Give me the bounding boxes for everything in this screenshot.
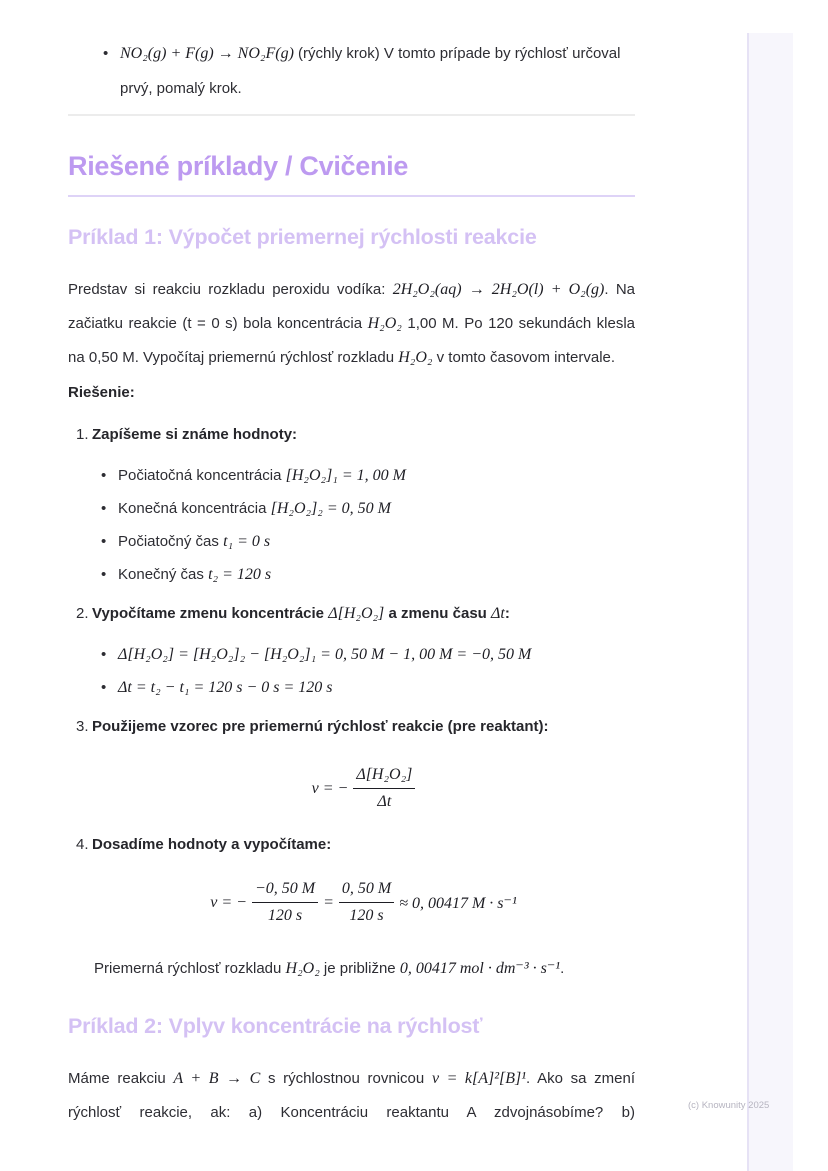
average-rate-formula <box>92 761 635 816</box>
example2-title: Príklad 2: Vplyv koncentrácie na rýchlosť <box>68 1014 483 1038</box>
text-segment: Konečný čas <box>118 566 209 583</box>
math-segment: H₂O₂ <box>367 315 402 332</box>
text-segment: v tomto časovom intervale. <box>432 349 616 366</box>
example1-title: Príklad 1: Výpočet priemernej rýchlosti reakcie <box>68 225 537 249</box>
text-segment: . Ako sa zmení rýchlosť reakcie, ak: a) Koncentráciu reaktantu A zdvojnásobíme? b) <box>68 1070 636 1121</box>
math-segment: NO₂(g) + F(g) → NO₂F(g) <box>120 45 294 62</box>
list-item <box>103 532 635 552</box>
bold-segment: Dosadíme hodnoty a vypočítame: <box>92 836 332 853</box>
math-segment: H₂O₂ <box>398 349 433 366</box>
step-title <box>92 835 635 855</box>
text-segment: . Na začiatku reakcie (t = 0 s) bola koncentrácia <box>68 281 636 332</box>
solution-step-1 <box>68 425 635 585</box>
bold-segment: a zmenu času <box>384 605 491 622</box>
list-item <box>103 678 635 698</box>
computed-rate-formula <box>92 875 635 930</box>
math-segment: 2H₂O₂(aq) → 2H₂O(l) + O₂(g) <box>392 281 605 298</box>
fraction-denominator: 120 s <box>349 907 384 924</box>
formula-lhs: v = − <box>311 779 349 797</box>
list-item <box>103 645 635 665</box>
solution-steps <box>68 425 635 930</box>
text-segment: Máme reakciu <box>68 1070 174 1087</box>
footer-credit: (c) Knowunity 2025 <box>688 1100 770 1111</box>
math-segment: Δ[H₂O₂] <box>328 605 385 622</box>
math-segment: Δt = t₂ − t₁ = 120 s − 0 s = 120 s <box>118 679 333 696</box>
solution-label: Riešenie: <box>68 384 135 401</box>
divider <box>68 114 635 116</box>
list-item <box>103 565 635 585</box>
math-segment: v = k[A]²[B]¹ <box>431 1070 527 1087</box>
fraction-denominator: Δt <box>377 793 392 810</box>
bold-segment: Použijeme vzorec pre priemernú rýchlosť reakcie (pre reaktant): <box>92 718 549 735</box>
math-segment: Δt <box>491 605 505 622</box>
math-segment: [H₂O₂]₂ = 0, 50 M <box>270 500 391 517</box>
formula-lhs: v = − <box>210 893 247 911</box>
fraction <box>353 765 415 812</box>
step-number: 3. <box>76 718 89 735</box>
text-segment: Počiatočný čas <box>118 533 224 550</box>
step-title <box>92 604 635 624</box>
step2-bullet-list <box>103 645 635 698</box>
text-segment: Priemerná rýchlosť rozkladu <box>94 960 286 977</box>
list-item <box>103 499 635 519</box>
solution-step-2 <box>68 604 635 698</box>
text-segment: Konečná koncentrácia <box>118 500 271 517</box>
math-segment: t₁ = 0 s <box>223 533 271 550</box>
bold-segment: Zapíšeme si známe hodnoty: <box>92 426 298 443</box>
text-segment: . <box>560 960 565 977</box>
text-segment: (rýchly krok) V tomto prípade by rýchlosť určoval prvý, pomalý krok. <box>120 45 621 97</box>
math-segment: H₂O₂ <box>285 960 320 977</box>
step-title <box>92 717 635 737</box>
math-segment: A + B → C <box>173 1070 261 1087</box>
math-segment: 0, 00417 mol · dm⁻³ · s⁻¹ <box>399 960 561 977</box>
fraction <box>339 879 394 926</box>
list-item <box>103 36 635 106</box>
fraction-denominator: 120 s <box>267 907 303 924</box>
step-title <box>92 425 635 445</box>
math-segment: t₂ = 120 s <box>208 566 272 583</box>
solution-step-3 <box>68 717 635 816</box>
list-item <box>103 466 635 486</box>
bold-segment: Vypočítame zmenu koncentrácie <box>92 605 329 622</box>
section-title: Riešené príklady / Cvičenie <box>68 150 635 197</box>
page-edge-strip <box>747 33 793 1171</box>
step-number: 4. <box>76 836 89 853</box>
text-segment: Počiatočná koncentrácia <box>118 467 286 484</box>
bold-segment: : <box>504 605 510 622</box>
fraction-numerator: 0, 50 M <box>339 879 394 903</box>
step1-bullet-list <box>103 466 635 585</box>
fraction-numerator: −0, 50 M <box>252 879 318 903</box>
example1-intro-paragraph <box>68 273 635 375</box>
text-segment: 1,00 M. Po 120 sekundách klesla na 0,50 M. Vypočítaj priemernú rýchlosť rozkladu <box>68 315 636 366</box>
step-number: 2. <box>76 605 89 622</box>
fraction <box>252 879 318 926</box>
fraction-numerator: Δ[H₂O₂] <box>353 765 415 789</box>
text-segment: s rýchlostnou rovnicou <box>260 1070 432 1087</box>
example2-intro-paragraph <box>68 1062 635 1130</box>
math-segment: Δ[H₂O₂] = [H₂O₂]₂ − [H₂O₂]₁ = 0, 50 M − 1, 00 M = −0, 50 M <box>118 646 532 663</box>
step-number: 1. <box>76 426 89 443</box>
equals-sign: = <box>323 893 334 911</box>
solution-step-4 <box>68 835 635 930</box>
text-segment: je približne <box>319 960 400 977</box>
math-segment: [H₂O₂]₁ = 1, 00 M <box>285 467 406 484</box>
mechanism-bullet-list <box>103 36 635 106</box>
formula-result: ≈ 0, 00417 M · s⁻¹ <box>399 894 517 912</box>
text-segment: Predstav si reakciu rozkladu peroxidu vodíka: <box>68 281 393 298</box>
example1-conclusion <box>68 958 635 980</box>
document-content <box>68 0 635 1130</box>
